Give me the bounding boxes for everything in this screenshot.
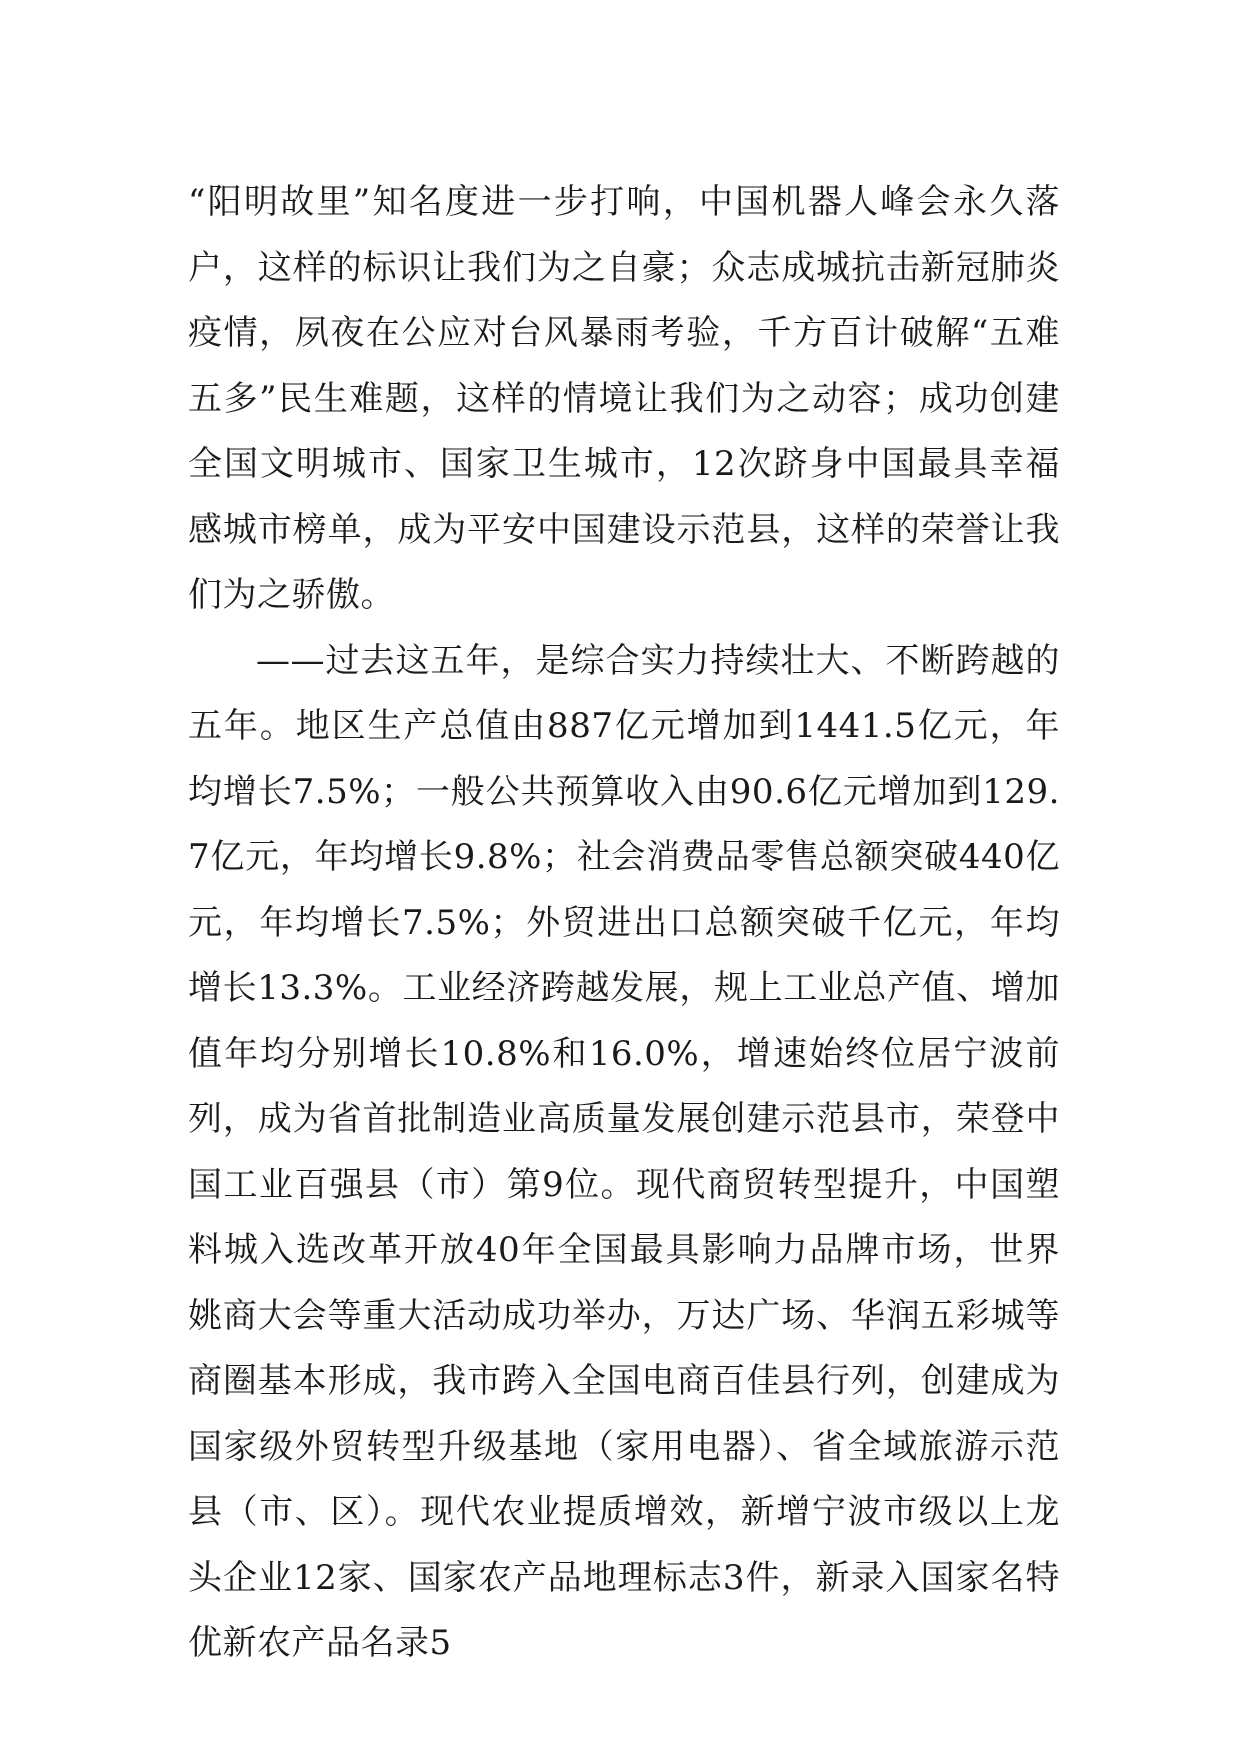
paragraph-2: ——过去这五年，是综合实力持续壮大、不断跨越的五年。地区生产总值由887亿元增加到1441.5亿元，年均增长7.5%；一般公共预算收入由90.6亿元增加到129.7亿元，年均增长9.8%；社会消费品零售总额突破440亿元，年均增长7.5%；外贸进出口总额突破千亿元，年均增长13.3%。工业经济跨越发展，规上工业总产值、增加值年均分别增长10.8%和16.0%，增速始终位居宁波前列，成为省首批制造业高质量发展创建示范县市，荣登中国工业百强县（市）第9位。现代商贸转型提升，中国塑料城入选改革开放40年全国最具影响力品牌市场，世界姚商大会等重大活动成功举办，万达广场、华润五彩城等商圈基本形成，我市跨入全国电商百佳县行列，创建成为国家级外贸转型升级基地（家用电器）、省全域旅游示范县（市、区）。现代农业提质增效，新增宁波市级以上龙头企业12家、国家农产品地理标志3件，新录入国家名特优新农产品名录5: [188, 640, 1060, 1663]
document-body: [188, 170, 1060, 1677]
paragraph-1: “阳明故里”知名度进一步打响，中国机器人峰会永久落户，这样的标识让我们为之自豪；众志成城抗击新冠肺炎疫情，夙夜在公应对台风暴雨考验，千方百计破解“五难五多”民生难题，这样的情境让我们为之动容；成功创建全国文明城市、国家卫生城市，12次跻身中国最具幸福感城市榜单，成为平安中国建设示范县，这样的荣誉让我们为之骄傲。: [188, 182, 1060, 615]
